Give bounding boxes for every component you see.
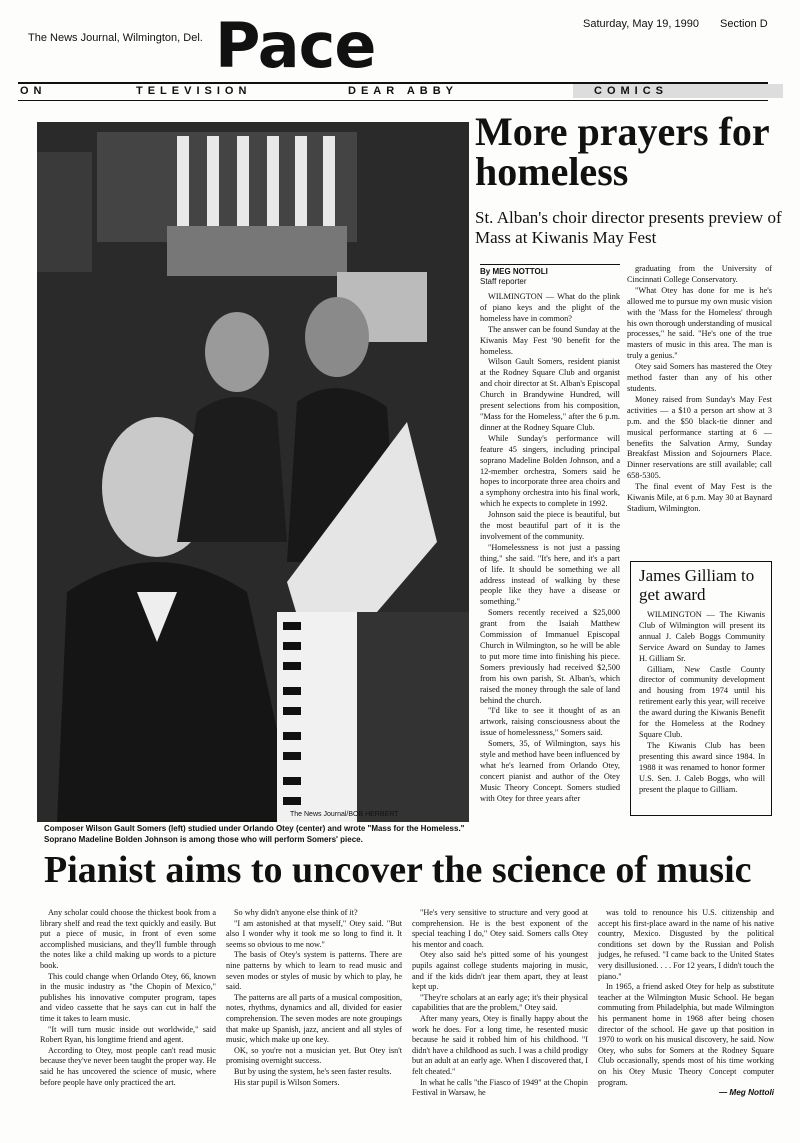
paragraph: The Kiwanis Club has been presenting this award since 1984. In 1988 it was renamed to honor former U.S. Sen. J. Caleb Boggs, who will present the plaque to Gilliam. [639, 740, 765, 794]
paragraph: Somers recently received a $25,000 grant from the Isaiah Matthew Commission of Immanuel Episcopal Church in Wilmington, so he will be able to put more time into finishing his piece. Somers previously had received $2,500 from his own parish, St. Alban's, which raised the money through the sale of land behind the church. [480, 608, 620, 705]
story-column-2 [627, 264, 772, 515]
byline-role: Staff reporter [480, 277, 527, 286]
paragraph: "It will turn music inside out worldwide," said Robert Ryan, his longtime friend and agent. [40, 1024, 216, 1045]
paragraph: "They're scholars at an early age; it's their physical capabilities that are the problem," Otey said. [412, 992, 588, 1013]
paragraph: graduating from the University of Cincinnati College Conservatory. [627, 264, 772, 284]
paragraph: WILMINGTON — The Kiwanis Club of Wilmington will present its annual J. Caleb Boggs Community Service Award on Sunday to James H. Gilliam Sr. [639, 610, 765, 663]
paragraph: Gilliam, New Castle County director of community development and housing from 1974 until his retirement early this year, will receive the award during the Kiwanis Benefit for the Homeless at the Rodney Square Club. [639, 664, 765, 739]
paragraph: In what he calls "the Fiasco of 1949" at the Chopin Festival in Warsaw, he [412, 1077, 588, 1098]
paragraph: OK, so you're not a musician yet. But Otey isn't promising overnight success. [226, 1045, 402, 1066]
paragraph: "I am astonished at that myself," Otey said. "But also I wonder why it took me so long to find it. It seems so obvious to me now." [226, 918, 402, 949]
story2-column-1 [40, 908, 216, 1088]
paragraph: "He's very sensitive to structure and very good at comprehension. He is the best exponent of the special teaching I do," Otey said. Somers calls Otey his mentor and coach. [412, 908, 588, 949]
nav-item-comics: COMICS [594, 85, 668, 97]
paragraph: "What Otey has done for me is he's allowed me to pursue my own music vision with the 'Mass for the Homeless' through his own thorough understanding of musical processes," he said. "He's one of the true masters of music in this area. The man is truly a genius." [627, 285, 772, 361]
story2-column-2 [226, 908, 402, 1088]
sidebar-gilliam-award [630, 561, 772, 816]
story2-column-4 [598, 908, 774, 1099]
paragraph: In 1965, a friend asked Otey for help as substitute teacher at the Wilmington Music School. He began commuting from Philadelphia, but made Wilmington his permanent home in 1968 after being chosen director of the school. He gave up that position in 1970 to work on his musical discovery, he said. Now Otey, who subs for Somers at the Rodney Square Club occasionally, spends most of his time working on his Otey Music Theory Concept computer program. [598, 982, 774, 1087]
story-subhead: St. Alban's choir director presents preview of Mass at Kiwanis May Fest [475, 208, 782, 247]
story2-column-3 [412, 908, 588, 1099]
paragraph: His star pupil is Wilson Somers. [234, 1077, 340, 1087]
story2-signoff: — Meg Nottoli [718, 1088, 774, 1098]
paragraph: Johnson said the piece is beautiful, but the most beautiful part of it is the involvement of the community. [480, 510, 620, 541]
photo-credit: The News Journal/BOB HERBERT [290, 811, 399, 818]
paragraph: The basis of Otey's system is patterns. There are nine patterns by which to learn to read music and seven modes or styles of music by which to play, he said. [226, 950, 402, 992]
paragraph: WILMINGTON — What do the plink of piano keys and the plight of the homeless have in common? [480, 292, 620, 323]
nav-item-television: TELEVISION [136, 85, 252, 97]
paragraph: But by using the system, he's seen faster results. [234, 1066, 392, 1076]
paragraph: was told to renounce his U.S. citizenship and accept his first-place award in the name of his native country, Mexico. Disgusted by the political conditions set down by the Russian and Polish judges, he refused. "I came back to the United States very disillusioned. . . . For 12 years, I didn't touch the piano." [598, 908, 774, 981]
paragraph: Somers, 35, of Wilmington, says his style and method have been influenced by what he's learned from Orlando Otey, concert pianist and author of the Otey Music Theory Concept. Somers studied with Otey for three years after [480, 739, 620, 803]
paragraph: The patterns are all parts of a musical composition, notes, rhythms, dynamics and all, divided for easier comprehension. The seven modes are note groupings that make up Spanish, jazz, ancient and all styles of music, which make up one key. [226, 992, 402, 1045]
story-column-1 [480, 292, 620, 805]
photo-caption: Composer Wilson Gault Somers (left) studied under Orlando Otey (center) and wrote "Mass for the Homeless." Soprano Madeline Bolden Johnson is among those who will perform Somers' piece. [44, 824, 465, 844]
issue-date: Saturday, May 19, 1990 [583, 18, 699, 30]
story-headline: More prayers for homeless [475, 109, 769, 194]
paragraph: Any scholar could choose the thickest book from a library shelf and read the text quickly and easily. But put a piece of music, in front of even some accomplished musicians, and they'll fumble through the notes like a child making up words to a picture book. [40, 908, 216, 970]
byline-name: By MEG NOTTOLI [480, 267, 548, 276]
paragraph: While Sunday's performance will feature 45 singers, including principal soprano Madeline Bolden Johnson, and a 12-member orchestra, Somers said he hopes to incorporate three area choirs and a symphony orchestra into his final work, which he expects to complete in 1992. [480, 433, 620, 509]
section-label: Section D [720, 18, 768, 30]
section-logo: Pace [215, 9, 376, 82]
paragraph: "I'd like to see it thought of as an artwork, raising consciousness about the issue of homelessness," Somers said. [480, 706, 620, 738]
section-navbar [18, 82, 768, 101]
paragraph: The answer can be found Sunday at the Kiwanis May Fest '90 benefit for the homeless. [480, 324, 620, 356]
story2-headline: Pianist aims to uncover the science of music [44, 849, 752, 891]
newspaper-name: The News Journal, Wilmington, Del. [28, 32, 203, 44]
paragraph: So why didn't anyone else think of it? [234, 908, 358, 917]
paragraph: Money raised from Sunday's May Fest activities — a $10 a person art show at 3 p.m. and the $50 black-tie dinner and musical performance starting at 6 — benefits the Salvation Army, Sunday Breakfast Mission and Sojourners Place. Dinner reservations are still available; call 658-5305. [627, 394, 772, 481]
paragraph: The final event of May Fest is the Kiwanis Mile, at 6 p.m. May 30 at Baynard Stadium, Wilmington. [627, 482, 772, 513]
sidebar-body [639, 610, 765, 795]
byline [480, 264, 620, 287]
paragraph: Otey also said he's pitted some of his youngest pupils against college students majoring in music, and if the kids didn't jear them apart, they at least kept up. [412, 950, 588, 992]
paragraph: This could change when Orlando Otey, 66, known in the music industry as "the Chopin of Mexico," publishes his innovative computer program, tapes and video cassette that he says can cut in half the time it takes to learn music. [40, 971, 216, 1023]
nav-item-dear-abby: DEAR ABBY [348, 85, 458, 97]
nav-item-on: ON [20, 85, 47, 97]
paragraph: After many years, Otey is finally happy about the work he does. For a long time, he resented music because he said it robbed him of his childhood. "I didn't have a childhood as such. I was a child prodigy but an adult at an early age. When I discovered that, I felt cheated." [412, 1013, 588, 1076]
paragraph: "Homelessness is not just a passing thing," she said. "It's here, and it's a part of life. It should be something we all address instead of walking by these people like they have a disease or something." [480, 542, 620, 607]
paragraph: Otey said Somers has mastered the Otey method faster than any of his other students. [627, 362, 772, 393]
paragraph: According to Otey, most people can't read music because they've never been taught the proper way. He said he has uncovered the science of music, where before people have only practiced the art. [40, 1045, 216, 1087]
paragraph: Wilson Gault Somers, resident pianist at the Rodney Square Club and organist and choir director at St. Alban's Episcopal Church in Brandywine Hundred, will present selections from his composition, "Mass for the Homeless," after the 6 p.m. dinner at the Rodney Square Club. [480, 357, 620, 432]
photo-somers-otey-johnson [37, 122, 469, 822]
sidebar-headline: James Gilliam to get award [639, 566, 755, 604]
